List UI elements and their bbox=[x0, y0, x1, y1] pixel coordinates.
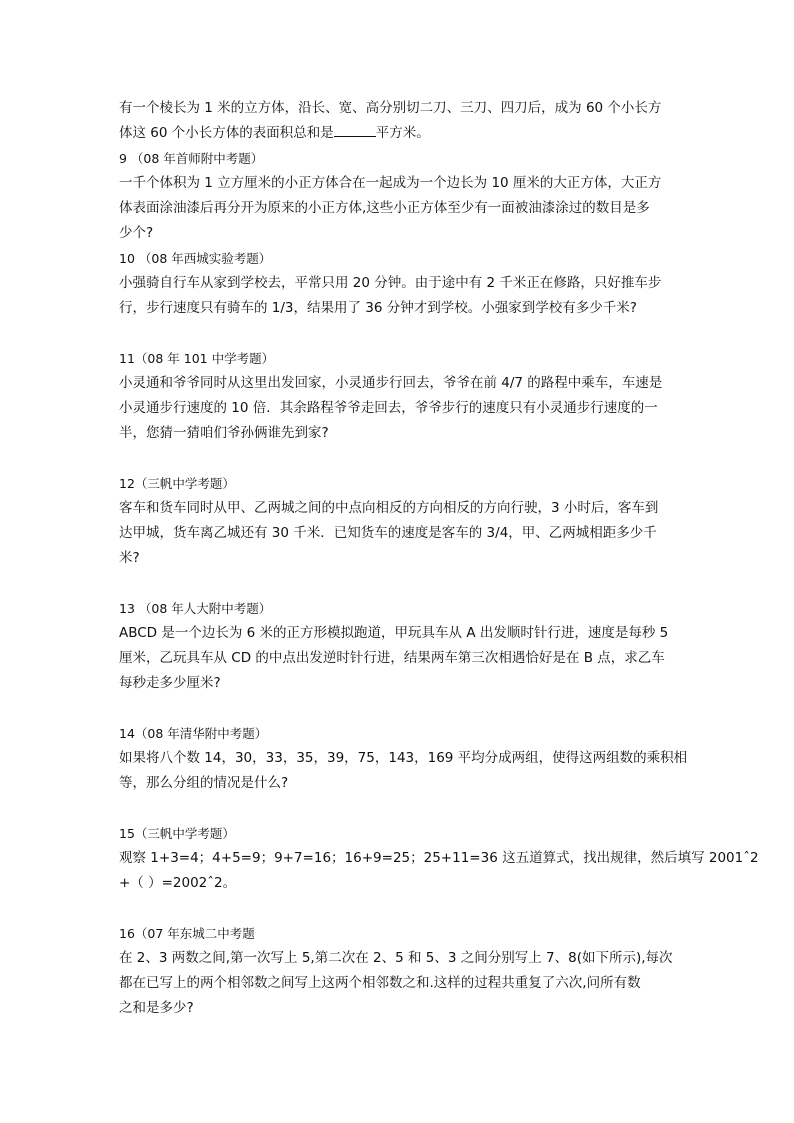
problem-text-line: +（ ）=2002ˆ2。 bbox=[119, 875, 237, 891]
problem-text-line: 都在已写上的两个相邻数之间写上这两个相邻数之和.这样的过程共重复了六次,问所有数 bbox=[119, 975, 641, 991]
problem-heading: 9 （08 年首师附中考题） bbox=[119, 151, 264, 166]
problem-16 bbox=[119, 921, 679, 1021]
problem-text-line: 少个? bbox=[119, 225, 154, 241]
problem-15 bbox=[119, 821, 759, 896]
problem-text-line: 观察 1+3=4；4+5=9；9+7=16；16+9=25；25+11=36 这五道算式，找出规律，然后填写 2001ˆ2 bbox=[119, 850, 759, 866]
spacer bbox=[119, 571, 679, 596]
problem-heading: 12（三帆中学考题） bbox=[119, 476, 235, 491]
problem-text-line: 如果将八个数 14，30，33，35，39，75，143，169 平均分成两组，使得这两组数的乘积相 bbox=[119, 750, 688, 766]
problem-12 bbox=[119, 471, 679, 571]
problem-text-line: 小强骑自行车从家到学校去，平常只用 20 分钟。由于途中有 2 千米正在修路，只好推车步 bbox=[119, 275, 662, 291]
problem-13 bbox=[119, 596, 679, 696]
answer-blank[interactable] bbox=[334, 122, 376, 137]
problem-heading: 15（三帆中学考题） bbox=[119, 826, 235, 841]
problem-11 bbox=[119, 346, 679, 446]
problem-text-line: 米? bbox=[119, 550, 140, 566]
problem-text-line: 在 2、3 两数之间,第一次写上 5,第二次在 2、5 和 5、3 之间分别写上 7、8(如下所示),每次 bbox=[119, 950, 673, 966]
problem-text-line: 有一个棱长为 1 米的立方体，沿长、宽、高分别切二刀、三刀、四刀后，成为 60 个小长方 bbox=[119, 100, 662, 116]
problem-text-line: ABCD 是一个边长为 6 米的正方形模拟跑道，甲玩具车从 A 出发顺时针行进，速度是每秒 5 bbox=[119, 625, 669, 641]
problem-heading: 11（08 年 101 中学考题） bbox=[119, 351, 275, 366]
spacer bbox=[119, 321, 679, 346]
problem-text-line: 一千个体积为 1 立方厘米的小正方体合在一起成为一个边长为 10 厘米的大正方体，大正方 bbox=[119, 175, 662, 191]
problem-text-line: 体表面涂油漆后再分开为原来的小正方体,这些小正方体至少有一面被油漆涂过的数目是多 bbox=[119, 200, 650, 216]
problem-10 bbox=[119, 246, 679, 321]
problem-text-line: 小灵通步行速度的 10 倍．其余路程爷爷走回去，爷爷步行的速度只有小灵通步行速度的一 bbox=[119, 400, 658, 416]
problem-text-segment: 体这 60 个小长方体的表面积总和是 bbox=[119, 125, 334, 141]
spacer bbox=[119, 896, 679, 921]
problem-text-line: 行，步行速度只有骑车的 1/3，结果用了 36 分钟才到学校。小强家到学校有多少千米? bbox=[119, 300, 637, 316]
problem-8 bbox=[119, 96, 679, 146]
problem-text-line: 小灵通和爷爷同时从这里出发回家，小灵通步行回去，爷爷在前 4/7 的路程中乘车，车速是 bbox=[119, 375, 663, 391]
problem-text-line: 半，您猜一猜咱们爷孙俩谁先到家? bbox=[119, 425, 329, 441]
problem-14 bbox=[119, 721, 688, 796]
problem-heading: 14（08 年清华附中考题） bbox=[119, 726, 268, 741]
problem-heading: 10 （08 年西城实验考题） bbox=[119, 251, 272, 266]
problem-text-segment: 平方米。 bbox=[375, 125, 430, 141]
problem-text-line: 等，那么分组的情况是什么? bbox=[119, 775, 289, 791]
spacer bbox=[119, 796, 679, 821]
problem-text-line: 厘米，乙玩具车从 CD 的中点出发逆时针行进，结果两车第三次相遇恰好是在 B 点，求乙车 bbox=[119, 650, 665, 666]
problem-text-line bbox=[119, 121, 679, 146]
problem-text-line: 客车和货车同时从甲、乙两城之间的中点向相反的方向相反的方向行驶，3 小时后，客车到 bbox=[119, 500, 659, 516]
problem-text-line: 每秒走多少厘米? bbox=[119, 675, 221, 691]
problem-9 bbox=[119, 146, 679, 246]
problem-text-line: 达甲城，货车离乙城还有 30 千米．已知货车的速度是客车的 3/4，甲、乙两城相距多少千 bbox=[119, 525, 657, 541]
problem-text-line: 之和是多少? bbox=[119, 1000, 194, 1016]
problem-heading: 13 （08 年人大附中考题） bbox=[119, 601, 272, 616]
spacer bbox=[119, 696, 679, 721]
document-page bbox=[119, 96, 759, 1021]
spacer bbox=[119, 446, 679, 471]
problem-heading: 16（07 年东城二中考题 bbox=[119, 926, 255, 941]
